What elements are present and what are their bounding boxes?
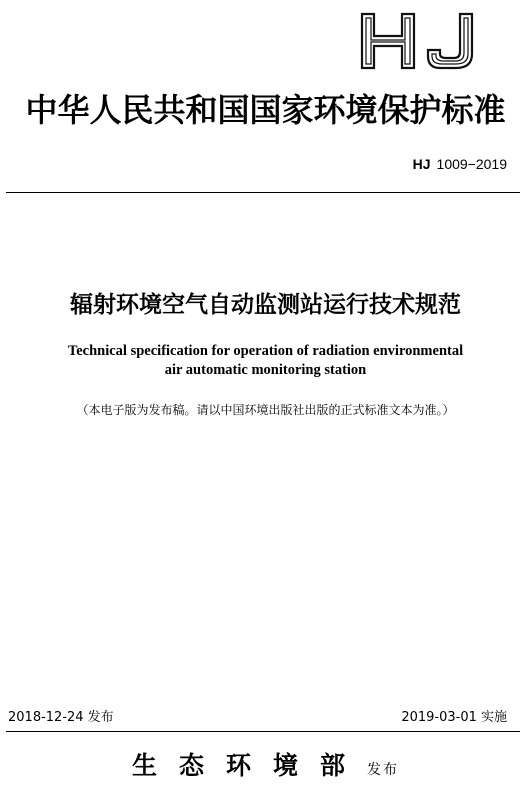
implementation-date: 2019-03-01 实施 bbox=[401, 710, 507, 725]
publisher-action: 发布 bbox=[367, 762, 399, 778]
hj-logo bbox=[356, 8, 506, 74]
top-divider bbox=[6, 192, 520, 193]
title-chinese: 辐射环境空气自动监测站运行技术规范 bbox=[70, 292, 461, 318]
title-english-line-1: Technical specification for operation of radiation environmental bbox=[67, 343, 464, 359]
bottom-divider bbox=[6, 731, 520, 732]
title-english bbox=[0, 342, 531, 380]
publisher-org: 生态环境部 bbox=[131, 751, 367, 780]
standard-code: 1009−2019 bbox=[436, 156, 507, 172]
release-note: （本电子版为发布稿。请以中国环境出版社出版的正式标准文本为准。） bbox=[76, 403, 455, 417]
standard-prefix: HJ bbox=[412, 156, 431, 172]
standard-number bbox=[413, 156, 507, 172]
issue-date: 2018-12-24 发布 bbox=[8, 710, 114, 725]
hj-logo-mark bbox=[356, 8, 506, 74]
authority-title: 中华人民共和国国家环境保护标准 bbox=[25, 91, 506, 129]
title-english-line-2: air automatic monitoring station bbox=[164, 362, 367, 378]
publisher bbox=[0, 746, 531, 782]
